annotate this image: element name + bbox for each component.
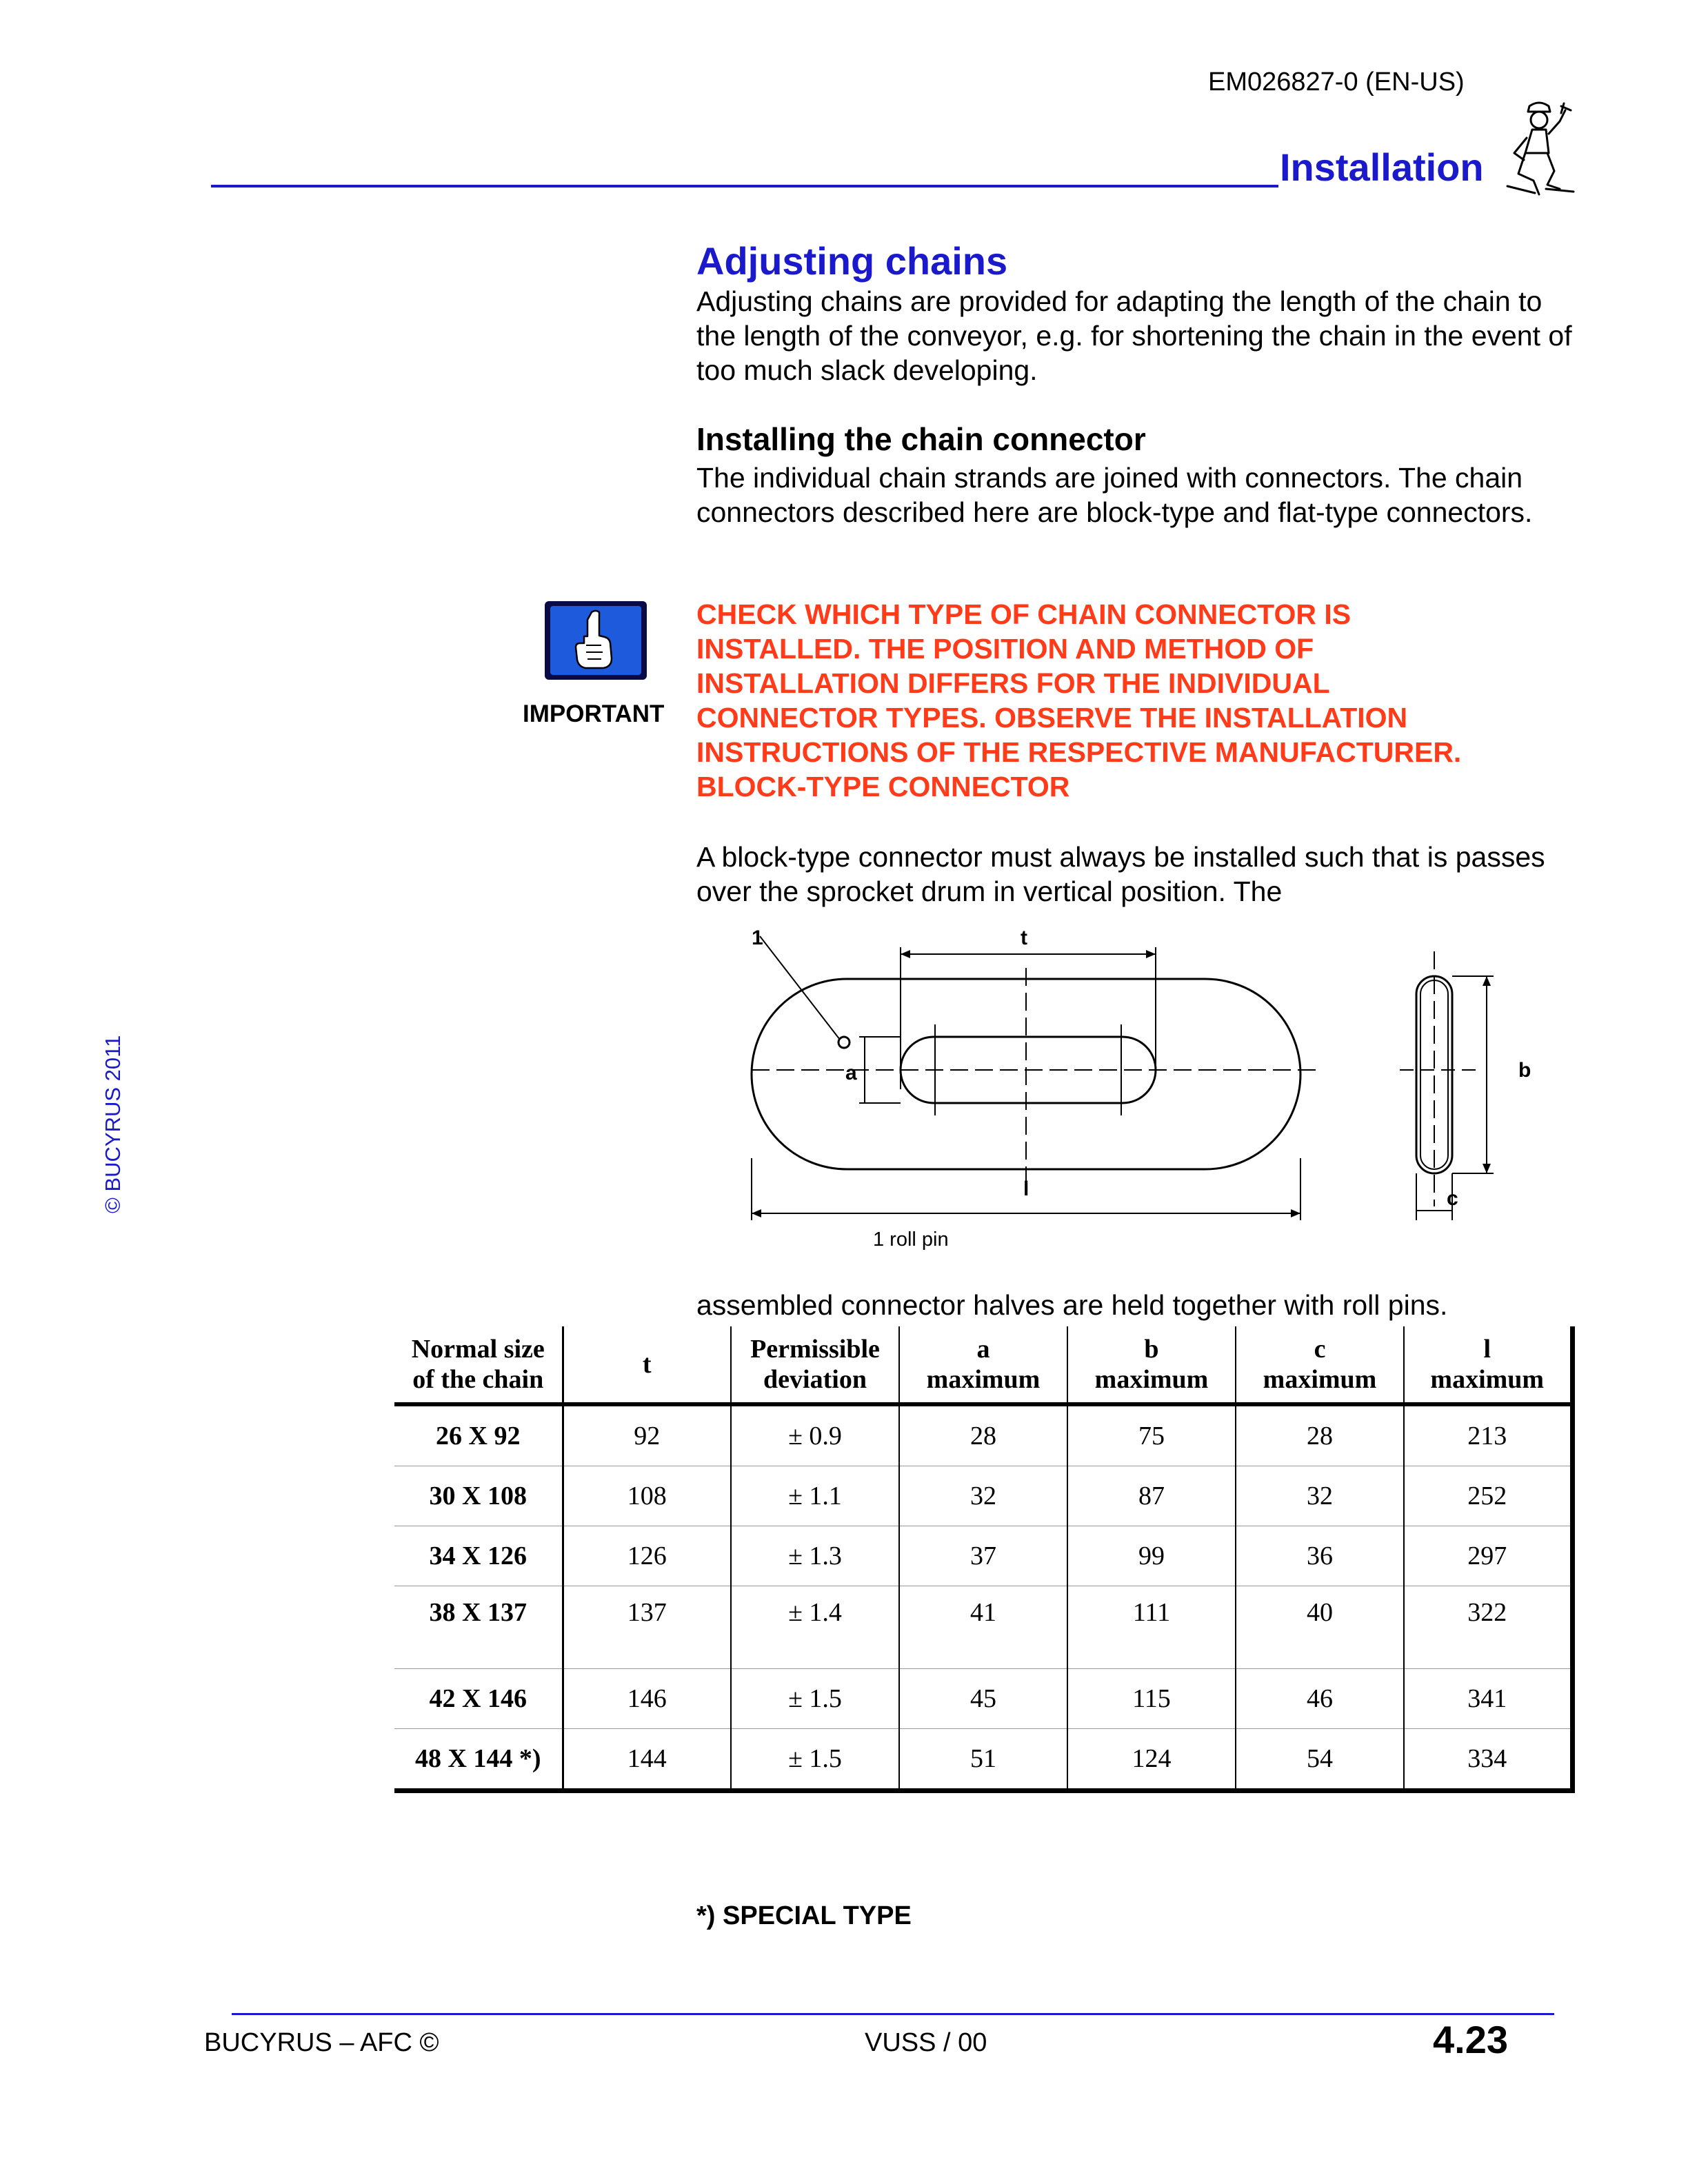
table-cell: 38 X 137 bbox=[394, 1586, 563, 1669]
warning-line: CONNECTOR TYPES. OBSERVE THE INSTALLATION bbox=[696, 702, 1408, 734]
table-row bbox=[394, 1404, 1572, 1466]
table-cell: 334 bbox=[1404, 1729, 1572, 1791]
table-cell: 42 X 146 bbox=[394, 1669, 563, 1729]
pointing-hand-icon bbox=[543, 600, 648, 681]
table-cell: 137 bbox=[563, 1586, 731, 1669]
copyright-vertical: © BUCYRUS 2011 bbox=[101, 1035, 125, 1213]
footer-code: VUSS / 00 bbox=[865, 2028, 987, 2057]
table-cell: 48 X 144 *) bbox=[394, 1729, 563, 1791]
table-header-cell: t bbox=[563, 1326, 731, 1404]
table-header-cell: b maximum bbox=[1067, 1326, 1236, 1404]
table-cell: 146 bbox=[563, 1669, 731, 1729]
installing-connector-paragraph: The individual chain strands are joined with connectors. The chain connectors described here are block-type and flat-type connectors. bbox=[696, 462, 1533, 528]
table-header-cell: l maximum bbox=[1404, 1326, 1572, 1404]
warning-line: BLOCK-TYPE CONNECTOR bbox=[696, 771, 1070, 802]
table-cell: ± 1.1 bbox=[731, 1466, 899, 1526]
table-cell: 99 bbox=[1067, 1526, 1236, 1586]
connector-dimension-table bbox=[394, 1326, 1575, 1793]
table-cell: 32 bbox=[1236, 1466, 1404, 1526]
table-cell: 124 bbox=[1067, 1729, 1236, 1791]
table-cell: 37 bbox=[899, 1526, 1067, 1586]
table-cell: 36 bbox=[1236, 1526, 1404, 1586]
table-cell: 46 bbox=[1236, 1669, 1404, 1729]
important-warning-text bbox=[696, 597, 1614, 804]
table-cell: ± 1.3 bbox=[731, 1526, 899, 1586]
table-cell: 252 bbox=[1404, 1466, 1572, 1526]
table-cell: 126 bbox=[563, 1526, 731, 1586]
warning-line: INSTALLATION DIFFERS FOR THE INDIVIDUAL bbox=[696, 667, 1330, 699]
table-cell: ± 1.5 bbox=[731, 1669, 899, 1729]
table-cell: 51 bbox=[899, 1729, 1067, 1791]
table-row bbox=[394, 1729, 1572, 1791]
footer-company: BUCYRUS – AFC © bbox=[204, 2028, 439, 2057]
table-cell: 297 bbox=[1404, 1526, 1572, 1586]
header-rule bbox=[211, 185, 1278, 188]
table-cell: 40 bbox=[1236, 1586, 1404, 1669]
table-row bbox=[394, 1586, 1572, 1669]
table-header-cell: a maximum bbox=[899, 1326, 1067, 1404]
table-cell: 28 bbox=[899, 1404, 1067, 1466]
label-a: a bbox=[845, 1062, 857, 1084]
warning-line: INSTALLED. THE POSITION AND METHOD OF bbox=[696, 633, 1314, 665]
table-row bbox=[394, 1526, 1572, 1586]
warning-line: CHECK WHICH TYPE OF CHAIN CONNECTOR IS bbox=[696, 598, 1352, 630]
adjusting-chains-paragraph: Adjusting chains are provided for adapting the length of the chain to the length of the conveyor, e.g. for shortening the chain in the event of too much slack developing. bbox=[696, 285, 1572, 386]
table-cell: 92 bbox=[563, 1404, 731, 1466]
table-cell: 54 bbox=[1236, 1729, 1404, 1791]
table-cell: 341 bbox=[1404, 1669, 1572, 1729]
table-cell: ± 1.4 bbox=[731, 1586, 899, 1669]
table-row bbox=[394, 1669, 1572, 1729]
table-header-row bbox=[394, 1326, 1572, 1404]
label-c: c bbox=[1447, 1187, 1458, 1210]
table-cell: 26 X 92 bbox=[394, 1404, 563, 1466]
table-cell: 111 bbox=[1067, 1586, 1236, 1669]
table-cell: 87 bbox=[1067, 1466, 1236, 1526]
table-cell: 322 bbox=[1404, 1586, 1572, 1669]
label-l: l bbox=[1023, 1177, 1029, 1200]
table-cell: 32 bbox=[899, 1466, 1067, 1526]
installer-worker-icon bbox=[1498, 97, 1578, 200]
connector-diagram bbox=[731, 924, 1558, 1255]
table-header-cell: Permissible deviation bbox=[731, 1326, 899, 1404]
diagram-caption: 1 roll pin bbox=[873, 1228, 949, 1251]
installing-connector-heading: Installing the chain connector bbox=[696, 421, 1146, 457]
page-number: 4.23 bbox=[1433, 2018, 1508, 2061]
assembled-paragraph: assembled connector halves are held together with roll pins. bbox=[696, 1289, 1448, 1321]
section-title: Installation bbox=[1280, 145, 1484, 189]
footer-rule bbox=[232, 2013, 1554, 2015]
table-cell: 115 bbox=[1067, 1669, 1236, 1729]
table-cell: 28 bbox=[1236, 1404, 1404, 1466]
table-header-cell: Normal size of the chain bbox=[394, 1326, 563, 1404]
table-row bbox=[394, 1466, 1572, 1526]
adjusting-chains-heading: Adjusting chains bbox=[696, 239, 1008, 283]
table-cell: 30 X 108 bbox=[394, 1466, 563, 1526]
special-type-footnote: *) SPECIAL TYPE bbox=[696, 1901, 912, 1930]
table-cell: 213 bbox=[1404, 1404, 1572, 1466]
table-cell: ± 0.9 bbox=[731, 1404, 899, 1466]
table-cell: 75 bbox=[1067, 1404, 1236, 1466]
table-cell: 41 bbox=[899, 1586, 1067, 1669]
label-b: b bbox=[1518, 1059, 1531, 1082]
important-label: IMPORTANT bbox=[523, 700, 665, 727]
table-cell: 144 bbox=[563, 1729, 731, 1791]
document-id: EM026827-0 (EN-US) bbox=[1208, 68, 1465, 97]
label-t: t bbox=[1021, 927, 1027, 949]
label-1: 1 bbox=[752, 927, 763, 949]
table-cell: ± 1.5 bbox=[731, 1729, 899, 1791]
table-header-cell: c maximum bbox=[1236, 1326, 1404, 1404]
table-cell: 45 bbox=[899, 1669, 1067, 1729]
table-cell: 108 bbox=[563, 1466, 731, 1526]
table-cell: 34 X 126 bbox=[394, 1526, 563, 1586]
block-connector-paragraph: A block-type connector must always be installed such that is passes over the sprocket drum in vertical position. The bbox=[696, 841, 1545, 907]
warning-line: INSTRUCTIONS OF THE RESPECTIVE MANUFACTURER. bbox=[696, 736, 1462, 768]
